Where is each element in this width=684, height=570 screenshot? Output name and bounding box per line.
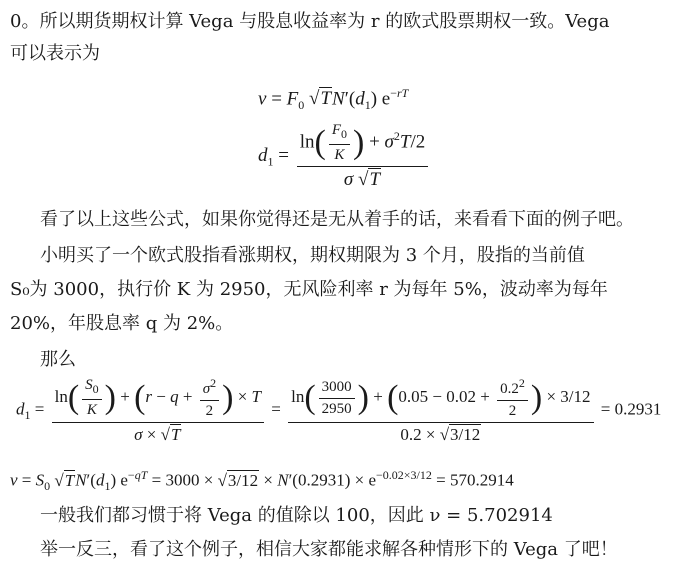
vega-example-formula: $\nu = S_0$ $√TN'(d_1) e^{-qT} = 3000 \times √3/12 \times N'(0.2931) \times e^{-0.02\times 3/12} = 570.2914$ [10,468,514,494]
d1-example-formula: $d_1$ = ln( $\frac{S_0}{K}$ ) + (r − q + $\frac{\sigma^2}{2}$ ) × T σ × √T = ln( $\frac{3000}{2950}$ ) + (0.05 − 0.02 + $\frac{0.2^2}{2}$ ) × 3/12 0.2 × √3/12 = 0.2931 [16,376,662,444]
paragraph-1-line-1: 0。所以期货期权计算 Vega 与股息收益率为 r 的欧式股票期权一致。Vega [10,11,610,32]
paragraph-3-line-1: 小明买了一个欧式股指看涨期权，期权期限为 3 个月，股指的当前值 [40,245,585,266]
paragraph-6: 举一反三，看了这个例子，相信大家都能求解各种情形下的 Vega 了吧！ [40,539,618,560]
paragraph-3-line-3: 20%，年股息率 q 为 2%。 [10,313,234,334]
d1-formula: $d_1$ = ln( $\frac{F_0}{K}$ ) + $\sigma^2T/2$ σ √T [258,122,431,191]
paragraph-4: 那么 [40,349,76,370]
paragraph-5: 一般我们都习惯于将 Vega 的值除以 100，因此 ν = 5.702914 [40,505,553,526]
paragraph-2: 看了以上这些公式，如果你觉得还是无从着手的话，来看看下面的例子吧。 [40,209,634,230]
vega-formula: $\nu = F_0$ $√TN'(d_1)$ $e^{-rT}$ [258,86,409,113]
paragraph-3-line-2: S₀为 3000，执行价 K 为 2950，无风险利率 r 为每年 5%，波动率为每年 [10,279,608,300]
paragraph-1-line-2: 可以表示为 [10,43,100,64]
